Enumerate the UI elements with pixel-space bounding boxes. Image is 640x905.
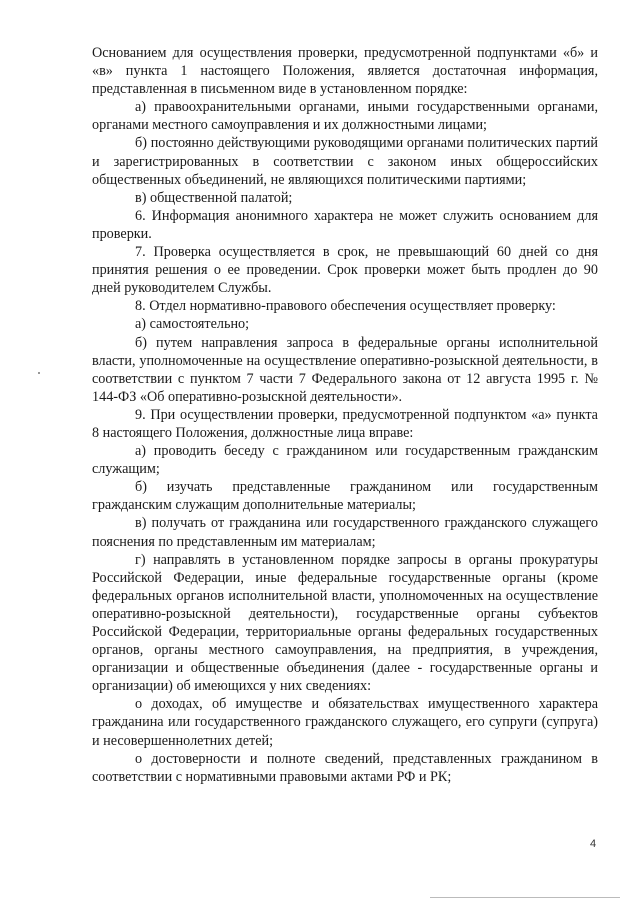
paragraph-item-a-law-enforcement: а) правоохранительными органами, иными государственными органами, органами местного самоуправления и их должностными лицами; bbox=[92, 99, 598, 134]
document-body bbox=[92, 44, 598, 786]
paragraph-item-v-chamber: в) общественной палатой; bbox=[135, 189, 293, 206]
footer-rule bbox=[430, 897, 620, 898]
paragraph-8-item-b: б) путем направления запроса в федеральные органы исполнительной власти, уполномоченные на осуществление оперативно-розыскной деятельности, в соответствии с пунктом 7 части 7 Федерального закона от 12 августа 1995 г. № 144-ФЗ «Об оперативно-розыскной деятельности». bbox=[92, 334, 598, 405]
paragraph-9-item-a: а) проводить беседу с гражданином или государственным гражданским служащим; bbox=[92, 443, 598, 478]
scan-dot-mark bbox=[38, 372, 40, 374]
paragraph-basis: Основанием для осуществления проверки, предусмотренной подпунктами «б» и «в» пункта 1 настоящего Положения, является достаточная информация, представленная в письменном виде в установленном порядке: bbox=[92, 45, 598, 98]
paragraph-item-b-parties: б) постоянно действующими руководящими органами политических партий и зарегистрированных в соответствии с законом иных общероссийских общественных объединений, не являющихся политическими партиями; bbox=[92, 135, 598, 188]
paragraph-6: 6. Информация анонимного характера не может служить основанием для проверки. bbox=[92, 207, 598, 242]
page-number: 4 bbox=[590, 838, 597, 850]
paragraph-8: 8. Отдел нормативно-правового обеспечения осуществляет проверку: bbox=[135, 298, 556, 315]
paragraph-income-bullet: о доходах, об имуществе и обязательствах имущественного характера гражданина или государственного гражданского служащего, его супруги (супруга) и несовершеннолетних детей; bbox=[92, 696, 598, 749]
paragraph-9-item-v: в) получать от гражданина или государственного гражданского служащего пояснения по представленным им материалам; bbox=[92, 515, 598, 550]
paragraph-9: 9. При осуществлении проверки, предусмотренной подпунктом «а» пункта 8 настоящего Положения, должностные лица вправе: bbox=[92, 406, 598, 441]
paragraph-9-item-g: г) направлять в установленном порядке запросы в органы прокуратуры Российской Федерации, иные федеральные государственные органы (кроме федеральных органов исполнительной власти, уполномоченных на осуществление оперативно-розыскной деятельности), государственные органы субъектов Российской Федерации, территориальные органы федеральных государственных органов, органы местного самоуправления, на предприятия, в учреждения, организации и общественные объединения (далее - государственные органы и организации) об имеющихся у них сведениях: bbox=[92, 551, 598, 695]
paragraph-7: 7. Проверка осуществляется в срок, не превышающий 60 дней со дня принятия решения о ее проведении. Срок проверки может быть продлен до 90 дней руководителем Службы. bbox=[92, 244, 598, 297]
paragraph-8-item-a: а) самостоятельно; bbox=[135, 316, 250, 333]
paragraph-9-item-b: б) изучать представленные гражданином или государственным гражданским служащим дополнительные материалы; bbox=[92, 479, 598, 514]
paragraph-accuracy-bullet: о достоверности и полноте сведений, представленных гражданином в соответствии с нормативными правовыми актами РФ и РК; bbox=[92, 750, 598, 785]
